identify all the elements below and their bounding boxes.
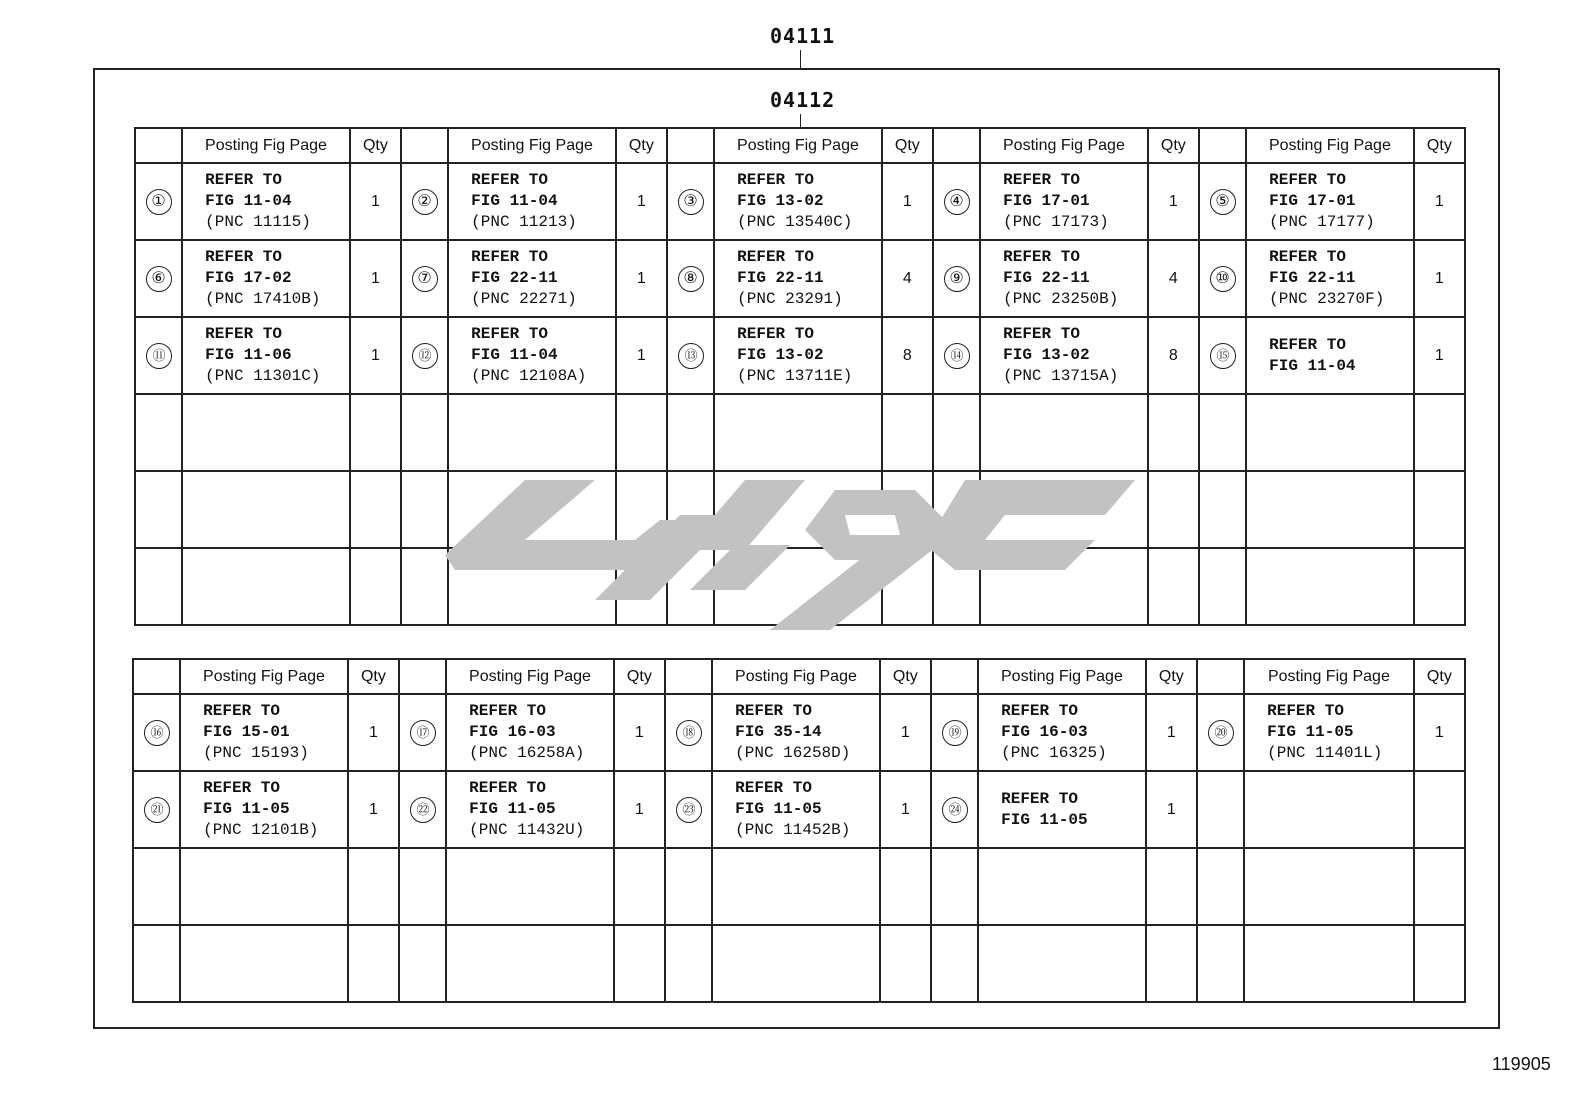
- posting-reference-cell: [180, 925, 348, 1002]
- item-number-cell: [667, 317, 714, 394]
- qty-cell: 1: [880, 771, 931, 848]
- refer-to-text: REFER TO: [1269, 335, 1346, 354]
- header-number-cell: [1197, 659, 1244, 694]
- qty-cell: 4: [882, 240, 933, 317]
- posting-reference-cell: [448, 548, 616, 625]
- item-number-cell: [401, 394, 448, 471]
- posting-reference-cell: [980, 317, 1148, 394]
- item-number-badge: ⑭: [944, 343, 970, 369]
- item-number-badge: ⑳: [1208, 720, 1234, 746]
- pnc-reference: (PNC 15193): [203, 744, 309, 762]
- qty-cell: [1148, 471, 1199, 548]
- posting-reference-cell: [1246, 471, 1414, 548]
- posting-reference-cell: [1244, 694, 1414, 771]
- pnc-reference: (PNC 13711E): [737, 367, 853, 385]
- posting-reference-cell: [182, 240, 350, 317]
- refer-to-text: REFER TO: [1003, 248, 1080, 266]
- qty-cell: [1414, 925, 1465, 1002]
- item-number-cell: [933, 394, 980, 471]
- qty-cell: [1146, 848, 1197, 925]
- posting-reference-cell: [182, 471, 350, 548]
- fig-reference: FIG 17-02: [205, 269, 292, 287]
- item-number-badge: ⑫: [412, 343, 438, 369]
- refer-to-text: REFER TO: [1003, 171, 1080, 189]
- posting-reference-cell: [182, 394, 350, 471]
- header-posting-fig-page: Posting Fig Page: [180, 659, 348, 694]
- qty-cell: 4: [1148, 240, 1199, 317]
- item-number-cell: [133, 848, 180, 925]
- refer-to-text: REFER TO: [471, 325, 548, 343]
- qty-cell: 1: [1148, 163, 1199, 240]
- fig-reference: FIG 16-03: [469, 723, 556, 741]
- item-number-cell: [933, 240, 980, 317]
- qty-cell: [1148, 548, 1199, 625]
- header-number-cell: [667, 128, 714, 163]
- header-qty: Qty: [350, 128, 401, 163]
- item-number-cell: [135, 394, 182, 471]
- qty-cell: 1: [350, 163, 401, 240]
- fig-reference: FIG 17-01: [1003, 192, 1090, 210]
- item-number-cell: [933, 317, 980, 394]
- item-number-cell: [665, 925, 712, 1002]
- qty-cell: [1414, 771, 1465, 848]
- posting-reference-cell: [978, 848, 1146, 925]
- qty-cell: [614, 925, 665, 1002]
- refer-to-text: REFER TO: [1001, 702, 1078, 720]
- refer-to-text: REFER TO: [1001, 789, 1078, 808]
- item-number-cell: [133, 694, 180, 771]
- qty-cell: [614, 848, 665, 925]
- item-number-cell: [135, 471, 182, 548]
- refer-to-text: REFER TO: [203, 779, 280, 797]
- item-number-cell: [399, 771, 446, 848]
- posting-reference-cell: [714, 394, 882, 471]
- qty-cell: 1: [614, 771, 665, 848]
- qty-cell: [616, 548, 667, 625]
- lower-table-body: [133, 694, 1465, 1002]
- header-number-cell: [399, 659, 446, 694]
- item-number-cell: [401, 163, 448, 240]
- posting-reference-cell: [1244, 848, 1414, 925]
- item-number-cell: [399, 848, 446, 925]
- item-number-cell: [401, 548, 448, 625]
- fig-reference: FIG 11-04: [471, 346, 558, 364]
- header-qty: Qty: [1414, 128, 1465, 163]
- item-number-cell: [133, 925, 180, 1002]
- qty-cell: [880, 925, 931, 1002]
- item-number-cell: [665, 848, 712, 925]
- table-row: [133, 925, 1465, 1002]
- pnc-reference: (PNC 11432U): [469, 821, 585, 839]
- posting-reference-cell: [1244, 925, 1414, 1002]
- posting-reference-cell: [980, 394, 1148, 471]
- qty-cell: [350, 394, 401, 471]
- fig-reference: FIG 11-05: [735, 800, 822, 818]
- fig-reference: FIG 22-11: [737, 269, 824, 287]
- posting-reference-cell: [446, 848, 614, 925]
- item-number-badge: ⑥: [146, 266, 172, 292]
- item-number-cell: [665, 771, 712, 848]
- pnc-reference: (PNC 23250B): [1003, 290, 1119, 308]
- qty-cell: 8: [1148, 317, 1199, 394]
- posting-reference-cell: [712, 694, 880, 771]
- upper-table-header: [135, 128, 1465, 163]
- item-number-cell: [933, 548, 980, 625]
- qty-cell: [880, 848, 931, 925]
- header-number-cell: [931, 659, 978, 694]
- table-row: [133, 694, 1465, 771]
- item-number-cell: [1199, 163, 1246, 240]
- assembly-leader-line: [800, 50, 801, 68]
- item-number-badge: ⑩: [1210, 266, 1236, 292]
- header-number-cell: [665, 659, 712, 694]
- posting-reference-cell: [980, 471, 1148, 548]
- qty-cell: 1: [616, 317, 667, 394]
- item-number-cell: [931, 848, 978, 925]
- item-number-badge: ⑦: [412, 266, 438, 292]
- pnc-reference: (PNC 22271): [471, 290, 577, 308]
- posting-reference-cell: [980, 548, 1148, 625]
- qty-cell: [348, 848, 399, 925]
- posting-reference-cell: [714, 548, 882, 625]
- fig-reference: FIG 11-06: [205, 346, 292, 364]
- posting-reference-cell: [180, 771, 348, 848]
- table-row: [135, 317, 1465, 394]
- item-number-badge: ㉔: [942, 797, 968, 823]
- header-posting-fig-page: Posting Fig Page: [448, 128, 616, 163]
- fig-reference: FIG 22-11: [1003, 269, 1090, 287]
- posting-reference-cell: [980, 240, 1148, 317]
- refer-to-text: REFER TO: [737, 325, 814, 343]
- item-number-badge: ⑬: [678, 343, 704, 369]
- header-qty: Qty: [1148, 128, 1199, 163]
- qty-cell: 1: [1146, 771, 1197, 848]
- header-posting-fig-page: Posting Fig Page: [978, 659, 1146, 694]
- item-number-cell: [667, 471, 714, 548]
- pnc-reference: (PNC 23291): [737, 290, 843, 308]
- item-number-cell: [1197, 694, 1244, 771]
- posting-reference-cell: [180, 694, 348, 771]
- item-number-cell: [933, 471, 980, 548]
- header-number-cell: [133, 659, 180, 694]
- table-row: [135, 548, 1465, 625]
- posting-reference-cell: [714, 163, 882, 240]
- item-number-cell: [1197, 848, 1244, 925]
- header-posting-fig-page: Posting Fig Page: [182, 128, 350, 163]
- subassembly-code-label: 04112: [770, 88, 836, 112]
- item-number-badge: ④: [944, 189, 970, 215]
- item-number-cell: [1199, 548, 1246, 625]
- item-number-cell: [135, 317, 182, 394]
- item-number-cell: [401, 317, 448, 394]
- item-number-cell: [399, 925, 446, 1002]
- posting-reference-cell: [448, 394, 616, 471]
- posting-reference-cell: [712, 771, 880, 848]
- refer-to-text: REFER TO: [471, 248, 548, 266]
- item-number-badge: ㉒: [410, 797, 436, 823]
- item-number-cell: [931, 771, 978, 848]
- item-number-cell: [933, 163, 980, 240]
- refer-to-text: REFER TO: [737, 248, 814, 266]
- posting-reference-cell: [712, 925, 880, 1002]
- posting-reference-cell: [714, 317, 882, 394]
- header-qty: Qty: [348, 659, 399, 694]
- header-qty: Qty: [1146, 659, 1197, 694]
- qty-cell: [882, 394, 933, 471]
- item-number-badge: ⑧: [678, 266, 704, 292]
- item-number-cell: [135, 240, 182, 317]
- qty-cell: [882, 548, 933, 625]
- pnc-reference: (PNC 11301C): [205, 367, 321, 385]
- item-number-cell: [667, 548, 714, 625]
- item-number-cell: [1199, 240, 1246, 317]
- item-number-cell: [1197, 925, 1244, 1002]
- posting-reference-cell: [978, 771, 1146, 848]
- posting-reference-cell: [978, 694, 1146, 771]
- fig-reference: FIG 16-03: [1001, 723, 1088, 741]
- qty-cell: 1: [880, 694, 931, 771]
- table-row: [135, 163, 1465, 240]
- refer-to-text: REFER TO: [735, 779, 812, 797]
- item-number-cell: [667, 240, 714, 317]
- fig-reference: FIG 11-05: [469, 800, 556, 818]
- refer-to-text: REFER TO: [205, 325, 282, 343]
- posting-reference-cell: [980, 163, 1148, 240]
- item-number-cell: [399, 694, 446, 771]
- qty-cell: 1: [616, 240, 667, 317]
- pnc-reference: (PNC 16258D): [735, 744, 851, 762]
- lower-table-header: [133, 659, 1465, 694]
- item-number-cell: [1199, 394, 1246, 471]
- item-number-cell: [1197, 771, 1244, 848]
- pnc-reference: (PNC 16325): [1001, 744, 1107, 762]
- fig-reference: FIG 11-05: [1267, 723, 1354, 741]
- item-number-badge: ①: [146, 189, 172, 215]
- refer-to-text: REFER TO: [1269, 248, 1346, 266]
- item-number-cell: [1199, 317, 1246, 394]
- header-posting-fig-page: Posting Fig Page: [1244, 659, 1414, 694]
- qty-cell: 1: [1146, 694, 1197, 771]
- qty-cell: 1: [1414, 694, 1465, 771]
- refer-to-text: REFER TO: [1003, 325, 1080, 343]
- refer-to-text: REFER TO: [203, 702, 280, 720]
- qty-cell: 1: [1414, 240, 1465, 317]
- item-number-badge: ㉑: [144, 797, 170, 823]
- pnc-reference: (PNC 17410B): [205, 290, 321, 308]
- upper-table-body: [135, 163, 1465, 625]
- qty-cell: [350, 471, 401, 548]
- header-number-cell: [1199, 128, 1246, 163]
- fig-reference: FIG 11-04: [471, 192, 558, 210]
- item-number-badge: ③: [678, 189, 704, 215]
- item-number-cell: [931, 694, 978, 771]
- refer-to-text: REFER TO: [735, 702, 812, 720]
- posting-reference-cell: [446, 925, 614, 1002]
- table-row: [133, 771, 1465, 848]
- pnc-reference: (PNC 12101B): [203, 821, 319, 839]
- fig-reference: FIG 11-05: [203, 800, 290, 818]
- header-qty: Qty: [882, 128, 933, 163]
- qty-cell: 8: [882, 317, 933, 394]
- refer-to-text: REFER TO: [205, 171, 282, 189]
- qty-cell: 1: [348, 771, 399, 848]
- item-number-badge: ②: [412, 189, 438, 215]
- fig-reference: FIG 17-01: [1269, 192, 1356, 210]
- item-number-cell: [1199, 471, 1246, 548]
- posting-reference-cell: [448, 471, 616, 548]
- refer-to-text: REFER TO: [205, 248, 282, 266]
- item-number-cell: [667, 394, 714, 471]
- qty-cell: [1414, 471, 1465, 548]
- table-row: [135, 394, 1465, 471]
- refer-to-text: REFER TO: [469, 702, 546, 720]
- header-posting-fig-page: Posting Fig Page: [1246, 128, 1414, 163]
- fig-reference: FIG 11-04: [1269, 356, 1356, 375]
- figure-code: 119905: [1492, 1054, 1551, 1074]
- item-number-cell: [135, 163, 182, 240]
- posting-reference-cell: [446, 771, 614, 848]
- qty-cell: [1414, 848, 1465, 925]
- qty-cell: [616, 471, 667, 548]
- header-qty: Qty: [1414, 659, 1465, 694]
- item-number-cell: [401, 471, 448, 548]
- pnc-reference: (PNC 11213): [471, 213, 577, 231]
- qty-cell: [1414, 548, 1465, 625]
- posting-reference-cell: [1246, 317, 1414, 394]
- fig-reference: FIG 15-01: [203, 723, 290, 741]
- pnc-reference: (PNC 12108A): [471, 367, 587, 385]
- fig-reference: FIG 13-02: [737, 192, 824, 210]
- qty-cell: [350, 548, 401, 625]
- header-posting-fig-page: Posting Fig Page: [712, 659, 880, 694]
- refer-to-text: REFER TO: [737, 171, 814, 189]
- posting-reference-cell: [448, 240, 616, 317]
- item-number-badge: ⑰: [410, 720, 436, 746]
- item-number-badge: ⑪: [146, 343, 172, 369]
- refer-to-text: REFER TO: [471, 171, 548, 189]
- posting-reference-cell: [1246, 394, 1414, 471]
- qty-cell: [1146, 925, 1197, 1002]
- refer-to-text: REFER TO: [1267, 702, 1344, 720]
- item-number-badge: ⑯: [144, 720, 170, 746]
- posting-reference-cell: [1246, 240, 1414, 317]
- pnc-reference: (PNC 11452B): [735, 821, 851, 839]
- item-number-cell: [931, 925, 978, 1002]
- upper-parts-table: [134, 127, 1466, 626]
- pnc-reference: (PNC 13540C): [737, 213, 853, 231]
- posting-reference-cell: [1244, 771, 1414, 848]
- posting-reference-cell: [448, 163, 616, 240]
- qty-cell: 1: [348, 694, 399, 771]
- posting-reference-cell: [1246, 163, 1414, 240]
- pnc-reference: (PNC 11401L): [1267, 744, 1383, 762]
- qty-cell: 1: [614, 694, 665, 771]
- qty-cell: [616, 394, 667, 471]
- posting-reference-cell: [182, 163, 350, 240]
- header-qty: Qty: [614, 659, 665, 694]
- header-row: [135, 128, 1465, 163]
- item-number-badge: ⑱: [676, 720, 702, 746]
- table-row: [135, 471, 1465, 548]
- qty-cell: [882, 471, 933, 548]
- header-qty: Qty: [616, 128, 667, 163]
- header-posting-fig-page: Posting Fig Page: [446, 659, 614, 694]
- header-qty: Qty: [880, 659, 931, 694]
- posting-reference-cell: [180, 848, 348, 925]
- lower-parts-table: [132, 658, 1466, 1003]
- item-number-cell: [133, 771, 180, 848]
- fig-reference: FIG 13-02: [1003, 346, 1090, 364]
- qty-cell: [348, 925, 399, 1002]
- fig-reference: FIG 22-11: [1269, 269, 1356, 287]
- fig-reference: FIG 11-04: [205, 192, 292, 210]
- qty-cell: [1148, 394, 1199, 471]
- item-number-cell: [135, 548, 182, 625]
- posting-reference-cell: [714, 471, 882, 548]
- qty-cell: 1: [882, 163, 933, 240]
- pnc-reference: (PNC 13715A): [1003, 367, 1119, 385]
- item-number-badge: ⑨: [944, 266, 970, 292]
- posting-reference-cell: [978, 925, 1146, 1002]
- pnc-reference: (PNC 23270F): [1269, 290, 1385, 308]
- table-row: [133, 848, 1465, 925]
- header-posting-fig-page: Posting Fig Page: [980, 128, 1148, 163]
- header-posting-fig-page: Posting Fig Page: [714, 128, 882, 163]
- header-number-cell: [135, 128, 182, 163]
- item-number-cell: [665, 694, 712, 771]
- pnc-reference: (PNC 17177): [1269, 213, 1375, 231]
- qty-cell: 1: [350, 317, 401, 394]
- posting-reference-cell: [714, 240, 882, 317]
- posting-reference-cell: [446, 694, 614, 771]
- qty-cell: 1: [1414, 317, 1465, 394]
- header-row: [133, 659, 1465, 694]
- fig-reference: FIG 35-14: [735, 723, 822, 741]
- posting-reference-cell: [1246, 548, 1414, 625]
- qty-cell: [1414, 394, 1465, 471]
- qty-cell: 1: [350, 240, 401, 317]
- header-number-cell: [933, 128, 980, 163]
- qty-cell: 1: [616, 163, 667, 240]
- posting-reference-cell: [182, 548, 350, 625]
- item-number-cell: [401, 240, 448, 317]
- refer-to-text: REFER TO: [469, 779, 546, 797]
- pnc-reference: (PNC 17173): [1003, 213, 1109, 231]
- pnc-reference: (PNC 11115): [205, 213, 311, 231]
- refer-to-text: REFER TO: [1269, 171, 1346, 189]
- posting-reference-cell: [448, 317, 616, 394]
- fig-reference: FIG 11-05: [1001, 810, 1088, 829]
- assembly-code-label: 04111: [770, 24, 836, 48]
- subassembly-leader-line: [800, 114, 801, 128]
- posting-reference-cell: [182, 317, 350, 394]
- pnc-reference: (PNC 16258A): [469, 744, 585, 762]
- item-number-badge: ⑮: [1210, 343, 1236, 369]
- item-number-badge: ㉓: [676, 797, 702, 823]
- fig-reference: FIG 22-11: [471, 269, 558, 287]
- posting-reference-cell: [712, 848, 880, 925]
- item-number-cell: [667, 163, 714, 240]
- qty-cell: 1: [1414, 163, 1465, 240]
- item-number-badge: ⑲: [942, 720, 968, 746]
- item-number-badge: ⑤: [1210, 189, 1236, 215]
- fig-reference: FIG 13-02: [737, 346, 824, 364]
- table-row: [135, 240, 1465, 317]
- header-number-cell: [401, 128, 448, 163]
